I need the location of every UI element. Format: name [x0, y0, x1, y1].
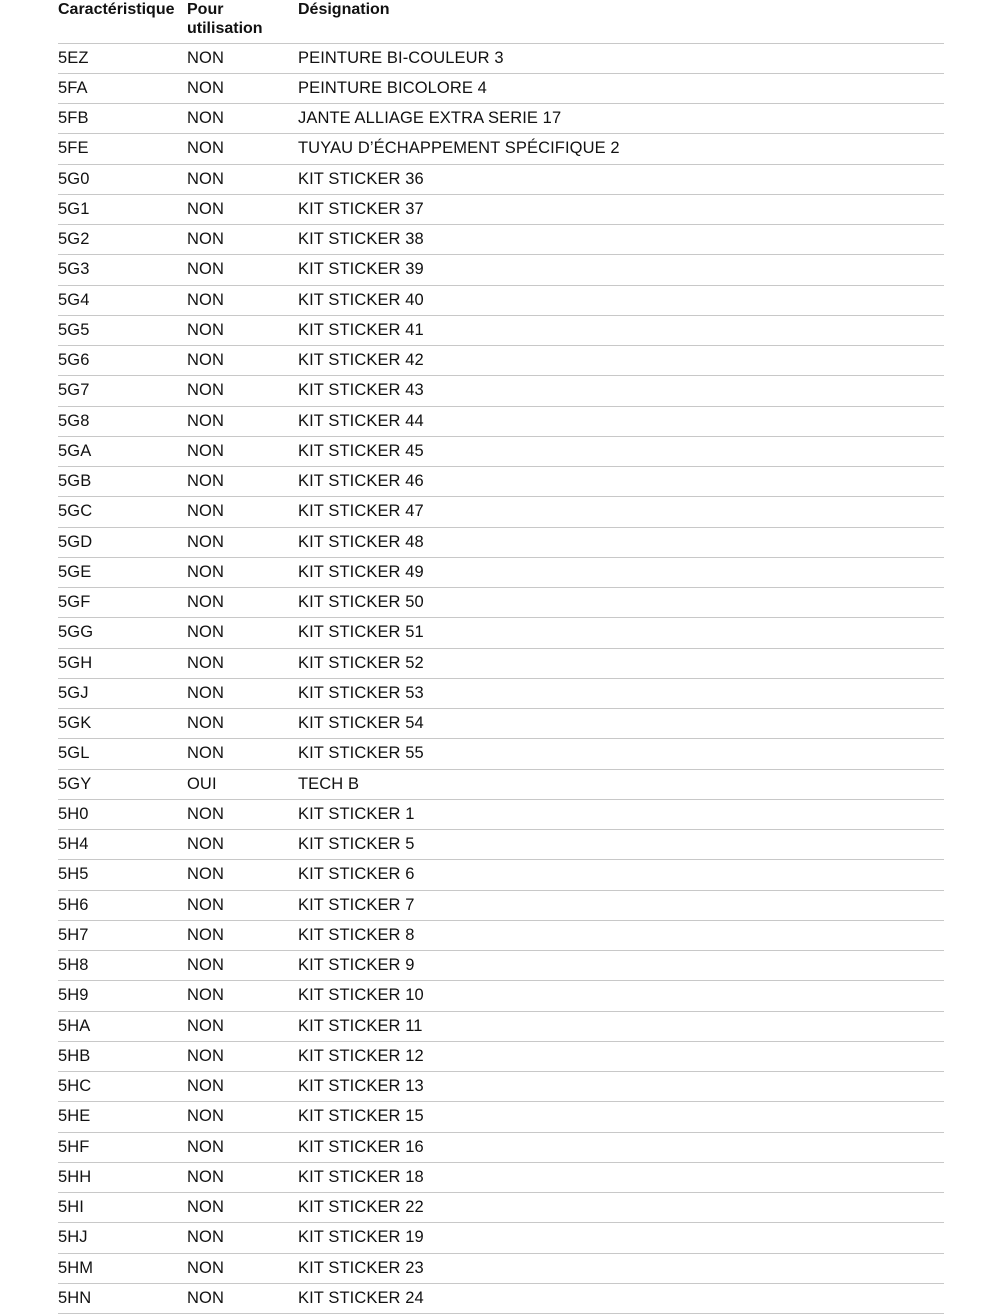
cell-code: 5G1 — [58, 194, 187, 224]
cell-usage: NON — [187, 1102, 298, 1132]
cell-code: 5HN — [58, 1283, 187, 1313]
cell-code: 5GC — [58, 497, 187, 527]
cell-designation: KIT STICKER 5 — [298, 830, 944, 860]
cell-code: 5G8 — [58, 406, 187, 436]
cell-code: 5GH — [58, 648, 187, 678]
cell-usage: NON — [187, 1283, 298, 1313]
cell-designation: KIT STICKER 46 — [298, 467, 944, 497]
cell-code: 5FA — [58, 73, 187, 103]
cell-usage: NON — [187, 346, 298, 376]
table-row — [58, 769, 944, 799]
characteristics-table — [58, 0, 944, 1314]
cell-usage: NON — [187, 225, 298, 255]
cell-designation: KIT STICKER 42 — [298, 346, 944, 376]
cell-designation: KIT STICKER 44 — [298, 406, 944, 436]
cell-code: 5FE — [58, 134, 187, 164]
cell-designation: KIT STICKER 13 — [298, 1072, 944, 1102]
table-row — [58, 890, 944, 920]
cell-code: 5H7 — [58, 920, 187, 950]
table-row — [58, 104, 944, 134]
cell-designation: KIT STICKER 50 — [298, 588, 944, 618]
cell-usage: NON — [187, 467, 298, 497]
cell-code: 5GD — [58, 527, 187, 557]
cell-code: 5G3 — [58, 255, 187, 285]
cell-designation: KIT STICKER 10 — [298, 981, 944, 1011]
cell-usage: NON — [187, 830, 298, 860]
cell-designation: KIT STICKER 54 — [298, 709, 944, 739]
table-row — [58, 588, 944, 618]
table-row — [58, 1193, 944, 1223]
cell-designation: KIT STICKER 45 — [298, 436, 944, 466]
table-row — [58, 164, 944, 194]
cell-code: 5GE — [58, 557, 187, 587]
cell-usage: NON — [187, 285, 298, 315]
table-row — [58, 73, 944, 103]
cell-usage: NON — [187, 255, 298, 285]
cell-designation: KIT STICKER 37 — [298, 194, 944, 224]
cell-code: 5GY — [58, 769, 187, 799]
cell-designation: KIT STICKER 15 — [298, 1102, 944, 1132]
cell-usage: NON — [187, 1132, 298, 1162]
cell-code: 5G7 — [58, 376, 187, 406]
table-row — [58, 709, 944, 739]
cell-designation: KIT STICKER 53 — [298, 678, 944, 708]
cell-usage: NON — [187, 709, 298, 739]
header-usage: Pour utilisation — [187, 0, 298, 43]
cell-code: 5H8 — [58, 951, 187, 981]
table-header — [58, 0, 944, 43]
cell-code: 5HI — [58, 1193, 187, 1223]
table-row — [58, 920, 944, 950]
cell-designation: KIT STICKER 22 — [298, 1193, 944, 1223]
table-row — [58, 497, 944, 527]
cell-designation: KIT STICKER 52 — [298, 648, 944, 678]
table-row — [58, 1223, 944, 1253]
table-row — [58, 648, 944, 678]
cell-usage: NON — [187, 1041, 298, 1071]
table-row — [58, 1253, 944, 1283]
cell-usage: NON — [187, 920, 298, 950]
cell-designation: KIT STICKER 18 — [298, 1162, 944, 1192]
cell-designation: KIT STICKER 55 — [298, 739, 944, 769]
cell-usage: NON — [187, 799, 298, 829]
cell-designation: KIT STICKER 11 — [298, 1011, 944, 1041]
cell-designation: KIT STICKER 38 — [298, 225, 944, 255]
table-row — [58, 436, 944, 466]
header-designation: Désignation — [298, 0, 944, 43]
cell-code: 5G6 — [58, 346, 187, 376]
header-code: Caractéristique — [58, 0, 187, 43]
table-row — [58, 739, 944, 769]
table-row — [58, 346, 944, 376]
cell-usage: NON — [187, 678, 298, 708]
table-row — [58, 315, 944, 345]
cell-designation: KIT STICKER 12 — [298, 1041, 944, 1071]
cell-code: 5H0 — [58, 799, 187, 829]
cell-usage: NON — [187, 194, 298, 224]
cell-usage: NON — [187, 497, 298, 527]
cell-code: 5FB — [58, 104, 187, 134]
cell-usage: NON — [187, 527, 298, 557]
table-row — [58, 1102, 944, 1132]
table-row — [58, 1283, 944, 1313]
table-row — [58, 527, 944, 557]
table-row — [58, 830, 944, 860]
cell-usage: NON — [187, 164, 298, 194]
table-row — [58, 285, 944, 315]
table-body — [58, 43, 944, 1314]
cell-code: 5GL — [58, 739, 187, 769]
cell-usage: NON — [187, 981, 298, 1011]
cell-code: 5H9 — [58, 981, 187, 1011]
cell-code: 5G2 — [58, 225, 187, 255]
cell-usage: NON — [187, 315, 298, 345]
cell-usage: NON — [187, 618, 298, 648]
cell-code: 5HE — [58, 1102, 187, 1132]
cell-designation: KIT STICKER 7 — [298, 890, 944, 920]
table-row — [58, 225, 944, 255]
cell-usage: NON — [187, 951, 298, 981]
cell-designation: KIT STICKER 43 — [298, 376, 944, 406]
table-row — [58, 557, 944, 587]
cell-usage: NON — [187, 376, 298, 406]
table-row — [58, 1132, 944, 1162]
cell-code: 5GA — [58, 436, 187, 466]
cell-designation: KIT STICKER 8 — [298, 920, 944, 950]
cell-code: 5EZ — [58, 43, 187, 73]
cell-code: 5HB — [58, 1041, 187, 1071]
cell-designation: KIT STICKER 39 — [298, 255, 944, 285]
cell-code: 5H4 — [58, 830, 187, 860]
cell-usage: NON — [187, 1193, 298, 1223]
cell-designation: KIT STICKER 49 — [298, 557, 944, 587]
cell-usage: NON — [187, 890, 298, 920]
table-row — [58, 134, 944, 164]
cell-code: 5HA — [58, 1011, 187, 1041]
cell-code: 5G5 — [58, 315, 187, 345]
table-row — [58, 951, 944, 981]
cell-code: 5HH — [58, 1162, 187, 1192]
cell-designation: TUYAU D’ÉCHAPPEMENT SPÉCIFIQUE 2 — [298, 134, 944, 164]
cell-code: 5G4 — [58, 285, 187, 315]
cell-code: 5GB — [58, 467, 187, 497]
cell-designation: PEINTURE BICOLORE 4 — [298, 73, 944, 103]
cell-designation: KIT STICKER 51 — [298, 618, 944, 648]
cell-code: 5HC — [58, 1072, 187, 1102]
cell-designation: KIT STICKER 1 — [298, 799, 944, 829]
table-row — [58, 467, 944, 497]
cell-designation: PEINTURE BI-COULEUR 3 — [298, 43, 944, 73]
table-row — [58, 255, 944, 285]
cell-code: 5G0 — [58, 164, 187, 194]
cell-code: 5GJ — [58, 678, 187, 708]
cell-designation: KIT STICKER 40 — [298, 285, 944, 315]
table-row — [58, 1011, 944, 1041]
cell-usage: NON — [187, 1011, 298, 1041]
cell-code: 5HF — [58, 1132, 187, 1162]
cell-usage: NON — [187, 436, 298, 466]
cell-designation: KIT STICKER 48 — [298, 527, 944, 557]
cell-usage: NON — [187, 406, 298, 436]
cell-code: 5GF — [58, 588, 187, 618]
cell-designation: TECH B — [298, 769, 944, 799]
cell-usage: NON — [187, 648, 298, 678]
cell-usage: NON — [187, 43, 298, 73]
table-row — [58, 194, 944, 224]
cell-code: 5H6 — [58, 890, 187, 920]
cell-designation: KIT STICKER 6 — [298, 860, 944, 890]
cell-usage: NON — [187, 739, 298, 769]
cell-usage: NON — [187, 134, 298, 164]
table-row — [58, 799, 944, 829]
table-row — [58, 1162, 944, 1192]
cell-usage: OUI — [187, 769, 298, 799]
cell-usage: NON — [187, 860, 298, 890]
table-row — [58, 43, 944, 73]
table-row — [58, 981, 944, 1011]
cell-designation: KIT STICKER 9 — [298, 951, 944, 981]
cell-designation: KIT STICKER 36 — [298, 164, 944, 194]
cell-designation: JANTE ALLIAGE EXTRA SERIE 17 — [298, 104, 944, 134]
cell-usage: NON — [187, 1223, 298, 1253]
cell-designation: KIT STICKER 47 — [298, 497, 944, 527]
cell-code: 5HM — [58, 1253, 187, 1283]
cell-designation: KIT STICKER 16 — [298, 1132, 944, 1162]
cell-usage: NON — [187, 557, 298, 587]
table-row — [58, 1041, 944, 1071]
table-row — [58, 860, 944, 890]
cell-usage: NON — [187, 104, 298, 134]
cell-usage: NON — [187, 588, 298, 618]
cell-usage: NON — [187, 1253, 298, 1283]
cell-usage: NON — [187, 73, 298, 103]
cell-designation: KIT STICKER 41 — [298, 315, 944, 345]
cell-code: 5GK — [58, 709, 187, 739]
table-row — [58, 376, 944, 406]
table-row — [58, 618, 944, 648]
cell-designation: KIT STICKER 24 — [298, 1283, 944, 1313]
table-row — [58, 406, 944, 436]
table-row — [58, 1072, 944, 1102]
cell-usage: NON — [187, 1162, 298, 1192]
header-row — [58, 0, 944, 43]
table-row — [58, 678, 944, 708]
cell-code: 5HJ — [58, 1223, 187, 1253]
cell-code: 5GG — [58, 618, 187, 648]
cell-usage: NON — [187, 1072, 298, 1102]
cell-designation: KIT STICKER 23 — [298, 1253, 944, 1283]
cell-code: 5H5 — [58, 860, 187, 890]
cell-designation: KIT STICKER 19 — [298, 1223, 944, 1253]
